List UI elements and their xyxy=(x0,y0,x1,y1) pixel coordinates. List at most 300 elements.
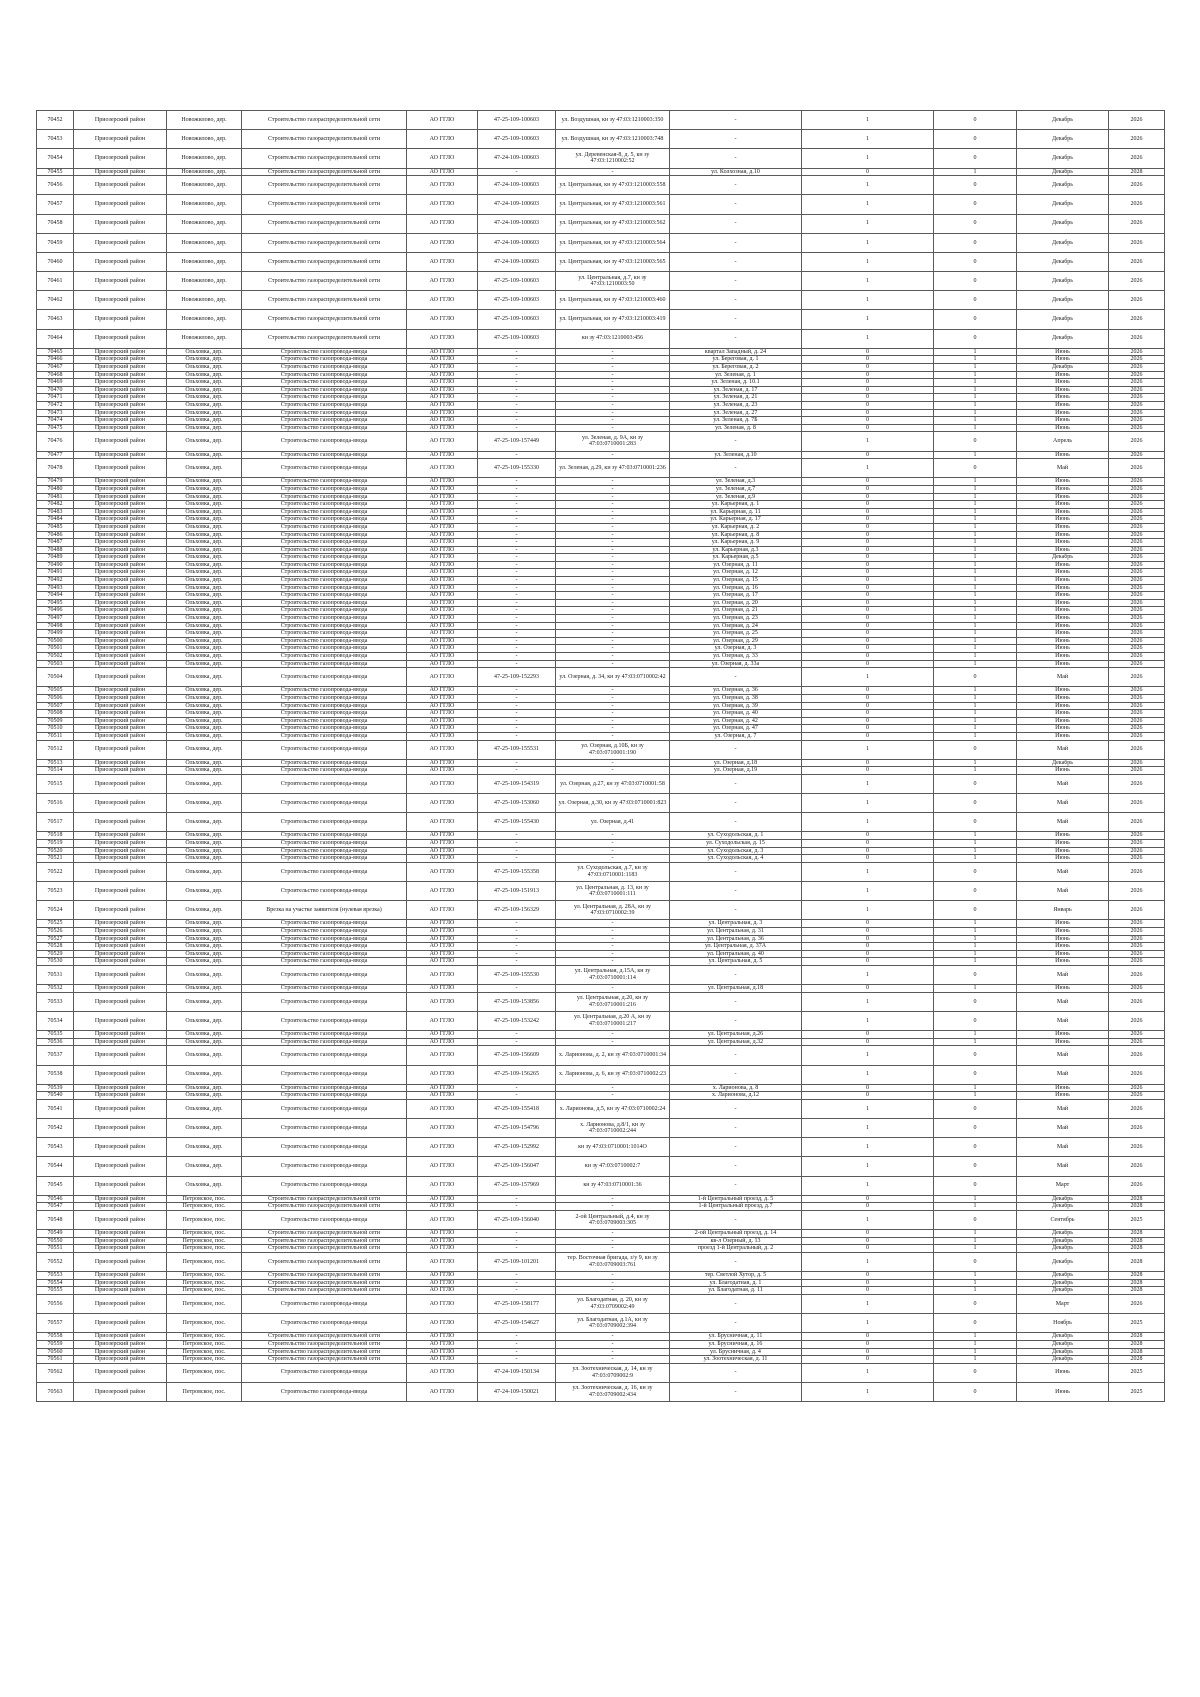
cell-id: 70483 xyxy=(37,508,74,516)
cell-id: 70490 xyxy=(37,561,74,569)
cell-land: - xyxy=(556,402,670,410)
cell-district: Приозерский район xyxy=(74,599,167,607)
cell-district: Приозерский район xyxy=(74,1252,167,1271)
cell-work: Строительство газопровода-ввода xyxy=(242,668,407,687)
cell-code: 47-25-109-100603 xyxy=(478,291,556,310)
cell-org: АО ГГЛО xyxy=(407,882,478,901)
cell-land: - xyxy=(556,615,670,623)
cell-b: 1 xyxy=(934,645,1017,653)
cell-month: Июнь xyxy=(1017,386,1109,394)
cell-year: 2026 xyxy=(1109,832,1165,840)
cell-land: - xyxy=(556,710,670,718)
cell-org: АО ГГЛО xyxy=(407,637,478,645)
cell-a: 1 xyxy=(802,130,934,149)
cell-land: - xyxy=(556,732,670,740)
cell-a: 0 xyxy=(802,1038,934,1046)
cell-month: Июнь xyxy=(1017,371,1109,379)
table-row xyxy=(37,501,1165,509)
cell-id: 70499 xyxy=(37,630,74,638)
cell-year: 2028 xyxy=(1109,1356,1165,1364)
cell-id: 70507 xyxy=(37,702,74,710)
cell-address: - xyxy=(670,668,802,687)
cell-district: Приозерский район xyxy=(74,615,167,623)
cell-district: Приозерский район xyxy=(74,252,167,271)
cell-month: Май xyxy=(1017,1046,1109,1065)
cell-id: 70551 xyxy=(37,1245,74,1253)
cell-b: 0 xyxy=(934,176,1017,195)
cell-b: 1 xyxy=(934,767,1017,775)
cell-id: 70466 xyxy=(37,356,74,364)
cell-work: Строительство газопровода-ввода xyxy=(242,531,407,539)
cell-district: Приозерский район xyxy=(74,767,167,775)
table-row xyxy=(37,759,1165,767)
cell-address: ул. Зеленая, д. 17 xyxy=(670,386,802,394)
cell-address: ул. Зеленая, д. 27 xyxy=(670,409,802,417)
cell-district: Приозерский район xyxy=(74,451,167,459)
cell-code: - xyxy=(478,1031,556,1039)
cell-month: Июнь xyxy=(1017,356,1109,364)
cell-b: 1 xyxy=(934,554,1017,562)
cell-land: ул. Озерная, д.30, кн зу 47:03:0710001:823 xyxy=(556,794,670,813)
cell-code: - xyxy=(478,371,556,379)
cell-settlement: Ольховка, дер. xyxy=(167,668,242,687)
cell-org: АО ГГЛО xyxy=(407,1314,478,1333)
cell-settlement: Ольховка, дер. xyxy=(167,732,242,740)
cell-year: 2026 xyxy=(1109,660,1165,668)
cell-settlement: Ольховка, дер. xyxy=(167,1084,242,1092)
cell-settlement: Ольховка, дер. xyxy=(167,348,242,356)
cell-year: 2026 xyxy=(1109,451,1165,459)
cell-a: 1 xyxy=(802,813,934,832)
cell-work: Строительство газопровода-ввода xyxy=(242,794,407,813)
cell-district: Приозерский район xyxy=(74,386,167,394)
cell-id: 70475 xyxy=(37,424,74,432)
cell-a: 1 xyxy=(802,882,934,901)
cell-year: 2026 xyxy=(1109,882,1165,901)
cell-year: 2026 xyxy=(1109,794,1165,813)
table-row xyxy=(37,1272,1165,1280)
cell-a: 0 xyxy=(802,832,934,840)
cell-org: АО ГГЛО xyxy=(407,599,478,607)
cell-org: АО ГГЛО xyxy=(407,622,478,630)
cell-b: 1 xyxy=(934,371,1017,379)
table-row xyxy=(37,371,1165,379)
cell-land: - xyxy=(556,516,670,524)
cell-org: АО ГГЛО xyxy=(407,523,478,531)
cell-month: Декабрь xyxy=(1017,176,1109,195)
cell-address: ул. Озерная, д. 40 xyxy=(670,710,802,718)
cell-a: 0 xyxy=(802,599,934,607)
cell-land: - xyxy=(556,694,670,702)
cell-code: - xyxy=(478,409,556,417)
cell-land: - xyxy=(556,985,670,993)
cell-org: АО ГГЛО xyxy=(407,432,478,451)
cell-settlement: Петровское, пос. xyxy=(167,1203,242,1211)
cell-month: Март xyxy=(1017,1176,1109,1195)
cell-land: ул. Суходольская, д.7, кн зу 47:03:0710001:1183 xyxy=(556,862,670,881)
cell-year: 2028 xyxy=(1109,1252,1165,1271)
cell-a: 0 xyxy=(802,485,934,493)
cell-month: Июнь xyxy=(1017,653,1109,661)
cell-year: 2028 xyxy=(1109,1272,1165,1280)
cell-land: х. Ларионова, д.8/1, кн зу 47:03:0710002:244 xyxy=(556,1119,670,1138)
cell-org: АО ГГЛО xyxy=(407,992,478,1011)
cell-org: АО ГГЛО xyxy=(407,943,478,951)
cell-district: Приозерский район xyxy=(74,1333,167,1341)
cell-code: - xyxy=(478,1092,556,1100)
cell-district: Приозерский район xyxy=(74,702,167,710)
cell-b: 0 xyxy=(934,1314,1017,1333)
cell-id: 70495 xyxy=(37,599,74,607)
table-row xyxy=(37,985,1165,993)
cell-org: АО ГГЛО xyxy=(407,1138,478,1157)
cell-month: Июнь xyxy=(1017,1038,1109,1046)
cell-address: 2-ой Центральный проезд, д. 14 xyxy=(670,1230,802,1238)
cell-settlement: Ольховка, дер. xyxy=(167,950,242,958)
cell-code: 47-25-109-153856 xyxy=(478,992,556,1011)
cell-month: Июнь xyxy=(1017,409,1109,417)
cell-month: Июнь xyxy=(1017,694,1109,702)
cell-id: 70514 xyxy=(37,767,74,775)
cell-address: ул. Зеленая, д. 10.1 xyxy=(670,379,802,387)
cell-address: ул. Брусничная, д. 4 xyxy=(670,1348,802,1356)
table-row xyxy=(37,920,1165,928)
cell-b: 1 xyxy=(934,584,1017,592)
cell-id: 70498 xyxy=(37,622,74,630)
cell-district: Приозерский район xyxy=(74,622,167,630)
cell-district: Приозерский район xyxy=(74,607,167,615)
table-row xyxy=(37,176,1165,195)
cell-org: АО ГГЛО xyxy=(407,950,478,958)
cell-month: Май xyxy=(1017,1011,1109,1030)
cell-code: 47-24-109-100603 xyxy=(478,233,556,252)
cell-year: 2028 xyxy=(1109,1237,1165,1245)
table-row xyxy=(37,958,1165,966)
cell-code: - xyxy=(478,493,556,501)
cell-org: АО ГГЛО xyxy=(407,920,478,928)
cell-month: Июнь xyxy=(1017,615,1109,623)
cell-year: 2025 xyxy=(1109,1314,1165,1333)
cell-id: 70470 xyxy=(37,386,74,394)
cell-settlement: Ольховка, дер. xyxy=(167,584,242,592)
cell-code: - xyxy=(478,523,556,531)
cell-settlement: Новожилово, дер. xyxy=(167,233,242,252)
cell-code: 47-24-109-100603 xyxy=(478,149,556,168)
cell-a: 1 xyxy=(802,176,934,195)
cell-month: Июнь xyxy=(1017,630,1109,638)
cell-land: ул. Центральная, кн зу 47:03:1210003:460 xyxy=(556,291,670,310)
cell-land: - xyxy=(556,1031,670,1039)
cell-b: 1 xyxy=(934,523,1017,531)
cell-org: АО ГГЛО xyxy=(407,1099,478,1118)
cell-b: 0 xyxy=(934,329,1017,348)
cell-org: АО ГГЛО xyxy=(407,1272,478,1280)
cell-district: Приозерский район xyxy=(74,1287,167,1295)
cell-work: Строительство газопровода-ввода xyxy=(242,928,407,936)
cell-a: 1 xyxy=(802,1294,934,1313)
table-row xyxy=(37,1382,1165,1401)
cell-year: 2026 xyxy=(1109,561,1165,569)
cell-work: Строительство газопровода-ввода xyxy=(242,348,407,356)
cell-month: Июнь xyxy=(1017,599,1109,607)
cell-b: 1 xyxy=(934,1279,1017,1287)
table-row xyxy=(37,531,1165,539)
cell-id: 70455 xyxy=(37,168,74,176)
table-row xyxy=(37,630,1165,638)
cell-month: Март xyxy=(1017,1294,1109,1313)
cell-month: Июнь xyxy=(1017,687,1109,695)
cell-settlement: Ольховка, дер. xyxy=(167,759,242,767)
cell-id: 70544 xyxy=(37,1157,74,1176)
cell-b: 0 xyxy=(934,1138,1017,1157)
cell-month: Июнь xyxy=(1017,561,1109,569)
cell-district: Приозерский район xyxy=(74,1279,167,1287)
cell-district: Приозерский район xyxy=(74,531,167,539)
cell-a: 1 xyxy=(802,1363,934,1382)
cell-work: Строительство газораспределительной сети xyxy=(242,1356,407,1364)
cell-org: АО ГГЛО xyxy=(407,417,478,425)
cell-settlement: Ольховка, дер. xyxy=(167,1038,242,1046)
cell-settlement: Ольховка, дер. xyxy=(167,459,242,478)
cell-district: Приозерский район xyxy=(74,943,167,951)
cell-org: АО ГГЛО xyxy=(407,759,478,767)
cell-address: - xyxy=(670,1119,802,1138)
cell-b: 1 xyxy=(934,379,1017,387)
cell-year: 2026 xyxy=(1109,291,1165,310)
cell-work: Строительство газораспределительной сети xyxy=(242,214,407,233)
cell-address: ул. Озерная, д. 38 xyxy=(670,694,802,702)
cell-b: 0 xyxy=(934,992,1017,1011)
cell-district: Приозерский район xyxy=(74,1363,167,1382)
cell-code: - xyxy=(478,759,556,767)
table-row xyxy=(37,1084,1165,1092)
cell-b: 1 xyxy=(934,508,1017,516)
cell-org: АО ГГЛО xyxy=(407,252,478,271)
cell-settlement: Ольховка, дер. xyxy=(167,501,242,509)
cell-id: 70460 xyxy=(37,252,74,271)
cell-settlement: Ольховка, дер. xyxy=(167,394,242,402)
cell-id: 70548 xyxy=(37,1211,74,1230)
cell-land: - xyxy=(556,531,670,539)
cell-code: - xyxy=(478,985,556,993)
cell-id: 70535 xyxy=(37,1031,74,1039)
cell-org: АО ГГЛО xyxy=(407,1176,478,1195)
cell-settlement: Ольховка, дер. xyxy=(167,1011,242,1030)
cell-year: 2026 xyxy=(1109,310,1165,329)
cell-work: Строительство газопровода-ввода xyxy=(242,813,407,832)
cell-district: Приозерский район xyxy=(74,561,167,569)
cell-org: АО ГГЛО xyxy=(407,958,478,966)
cell-district: Приозерский район xyxy=(74,348,167,356)
cell-id: 70469 xyxy=(37,379,74,387)
cell-settlement: Новожилово, дер. xyxy=(167,130,242,149)
cell-settlement: Ольховка, дер. xyxy=(167,607,242,615)
cell-year: 2026 xyxy=(1109,717,1165,725)
cell-land: - xyxy=(556,379,670,387)
cell-land: - xyxy=(556,546,670,554)
cell-org: АО ГГЛО xyxy=(407,394,478,402)
cell-a: 0 xyxy=(802,539,934,547)
cell-district: Приозерский район xyxy=(74,1084,167,1092)
cell-code: - xyxy=(478,561,556,569)
cell-month: Июнь xyxy=(1017,985,1109,993)
cell-month: Декабрь xyxy=(1017,291,1109,310)
cell-b: 1 xyxy=(934,943,1017,951)
table-row xyxy=(37,668,1165,687)
cell-b: 1 xyxy=(934,935,1017,943)
cell-district: Приозерский район xyxy=(74,485,167,493)
cell-code: 47-25-109-152992 xyxy=(478,1138,556,1157)
cell-month: Май xyxy=(1017,862,1109,881)
cell-settlement: Петровское, пос. xyxy=(167,1237,242,1245)
cell-settlement: Ольховка, дер. xyxy=(167,1157,242,1176)
table-row xyxy=(37,767,1165,775)
cell-land: х. Ларионова, д. 6, кн зу 47:03:0710002:23 xyxy=(556,1065,670,1084)
cell-a: 1 xyxy=(802,1211,934,1230)
cell-id: 70537 xyxy=(37,1046,74,1065)
cell-code: 47-25-109-151913 xyxy=(478,882,556,901)
cell-b: 1 xyxy=(934,653,1017,661)
cell-year: 2026 xyxy=(1109,1157,1165,1176)
cell-code: 47-25-109-101201 xyxy=(478,1252,556,1271)
cell-org: АО ГГЛО xyxy=(407,348,478,356)
cell-org: АО ГГЛО xyxy=(407,832,478,840)
cell-id: 70527 xyxy=(37,935,74,943)
cell-work: Строительство газораспределительной сети xyxy=(242,111,407,130)
cell-a: 0 xyxy=(802,645,934,653)
cell-address: ул. Озерная, д. 33а xyxy=(670,660,802,668)
cell-b: 1 xyxy=(934,1031,1017,1039)
table-row xyxy=(37,862,1165,881)
cell-id: 70538 xyxy=(37,1065,74,1084)
cell-address: - xyxy=(670,1363,802,1382)
cell-address: 1-й Центральный проезд, д.7 xyxy=(670,1203,802,1211)
cell-a: 0 xyxy=(802,1230,934,1238)
cell-address: ул. Центральная, д.32 xyxy=(670,1038,802,1046)
cell-land: - xyxy=(556,554,670,562)
cell-month: Декабрь xyxy=(1017,111,1109,130)
cell-id: 70478 xyxy=(37,459,74,478)
cell-year: 2026 xyxy=(1109,694,1165,702)
cell-org: АО ГГЛО xyxy=(407,1157,478,1176)
cell-code: 47-25-109-156265 xyxy=(478,1065,556,1084)
table-row xyxy=(37,740,1165,759)
cell-month: Май xyxy=(1017,965,1109,984)
cell-org: АО ГГЛО xyxy=(407,1038,478,1046)
cell-work: Строительство газопровода-ввода xyxy=(242,637,407,645)
cell-year: 2026 xyxy=(1109,1065,1165,1084)
cell-id: 70533 xyxy=(37,992,74,1011)
cell-b: 1 xyxy=(934,920,1017,928)
cell-land: - xyxy=(556,622,670,630)
cell-b: 0 xyxy=(934,149,1017,168)
cell-b: 0 xyxy=(934,130,1017,149)
cell-district: Приозерский район xyxy=(74,687,167,695)
cell-settlement: Новожилово, дер. xyxy=(167,291,242,310)
cell-address: ул. Центральная, д.18 xyxy=(670,985,802,993)
cell-settlement: Ольховка, дер. xyxy=(167,417,242,425)
cell-land: ул. Центральная, кн зу 47:03:1210003:564 xyxy=(556,233,670,252)
cell-settlement: Ольховка, дер. xyxy=(167,364,242,372)
cell-address: - xyxy=(670,965,802,984)
cell-code: 47-25-109-155531 xyxy=(478,740,556,759)
cell-land: - xyxy=(556,364,670,372)
cell-a: 0 xyxy=(802,694,934,702)
cell-work: Строительство газопровода-ввода xyxy=(242,508,407,516)
cell-id: 70546 xyxy=(37,1195,74,1203)
cell-b: 0 xyxy=(934,668,1017,687)
cell-code: - xyxy=(478,356,556,364)
table-row xyxy=(37,394,1165,402)
cell-settlement: Ольховка, дер. xyxy=(167,794,242,813)
cell-a: 0 xyxy=(802,531,934,539)
table-row xyxy=(37,1011,1165,1030)
cell-a: 0 xyxy=(802,622,934,630)
cell-district: Приозерский район xyxy=(74,459,167,478)
cell-district: Приозерский район xyxy=(74,1099,167,1118)
cell-work: Строительство газопровода-ввода xyxy=(242,1211,407,1230)
cell-work: Строительство газопровода-ввода xyxy=(242,882,407,901)
cell-code: - xyxy=(478,1038,556,1046)
cell-b: 1 xyxy=(934,478,1017,486)
cell-org: АО ГГЛО xyxy=(407,233,478,252)
cell-settlement: Ольховка, дер. xyxy=(167,702,242,710)
cell-land: - xyxy=(556,1287,670,1295)
cell-month: Декабрь xyxy=(1017,130,1109,149)
cell-code: - xyxy=(478,569,556,577)
cell-year: 2026 xyxy=(1109,546,1165,554)
cell-work: Строительство газопровода-ввода xyxy=(242,630,407,638)
cell-land: - xyxy=(556,569,670,577)
cell-year: 2026 xyxy=(1109,417,1165,425)
cell-b: 0 xyxy=(934,1099,1017,1118)
cell-address: ул. Зеленая, д. 1 xyxy=(670,371,802,379)
cell-b: 1 xyxy=(934,546,1017,554)
cell-month: Сентябрь xyxy=(1017,1211,1109,1230)
table-row xyxy=(37,451,1165,459)
cell-year: 2026 xyxy=(1109,1176,1165,1195)
cell-work: Строительство газопровода-ввода xyxy=(242,1011,407,1030)
table-row xyxy=(37,615,1165,623)
cell-code: - xyxy=(478,725,556,733)
cell-id: 70516 xyxy=(37,794,74,813)
cell-month: Июнь xyxy=(1017,584,1109,592)
cell-year: 2026 xyxy=(1109,668,1165,687)
table-row xyxy=(37,1363,1165,1382)
cell-settlement: Ольховка, дер. xyxy=(167,985,242,993)
cell-settlement: Ольховка, дер. xyxy=(167,577,242,585)
cell-district: Приозерский район xyxy=(74,935,167,943)
cell-b: 1 xyxy=(934,485,1017,493)
cell-address: кв-л Озерный, д. 13 xyxy=(670,1237,802,1245)
cell-a: 0 xyxy=(802,1287,934,1295)
cell-year: 2026 xyxy=(1109,485,1165,493)
cell-org: АО ГГЛО xyxy=(407,813,478,832)
cell-work: Строительство газопровода-ввода xyxy=(242,501,407,509)
cell-month: Май xyxy=(1017,882,1109,901)
cell-b: 1 xyxy=(934,1333,1017,1341)
cell-a: 0 xyxy=(802,1084,934,1092)
cell-settlement: Ольховка, дер. xyxy=(167,424,242,432)
cell-land: - xyxy=(556,1348,670,1356)
cell-id: 70500 xyxy=(37,637,74,645)
cell-org: АО ГГЛО xyxy=(407,725,478,733)
cell-address: ул. Карьерная, д. 2 xyxy=(670,523,802,531)
cell-org: АО ГГЛО xyxy=(407,694,478,702)
cell-work: Строительство газораспределительной сети xyxy=(242,1237,407,1245)
cell-settlement: Ольховка, дер. xyxy=(167,740,242,759)
cell-district: Приозерский район xyxy=(74,516,167,524)
